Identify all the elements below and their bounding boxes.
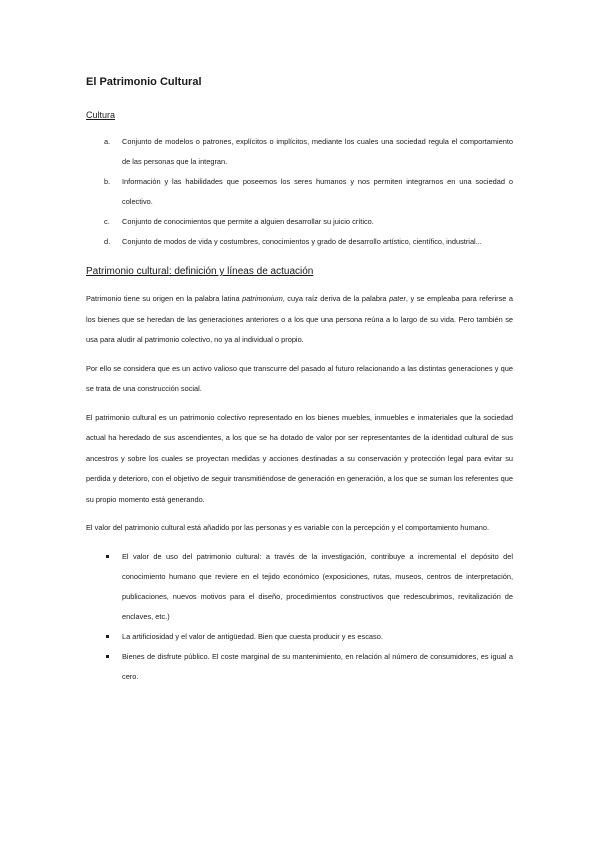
document-title: El Patrimonio Cultural xyxy=(86,76,202,88)
list-marker: a. xyxy=(104,137,111,146)
list-item xyxy=(86,132,513,172)
list-item-text: Conjunto de modos de vida y costumbres, conocimientos y grado de desarrollo artístico, científico, industrial... xyxy=(122,237,482,246)
bullet-text: El valor de uso del patrimonio cultural: a través de la investigación, contribuye a incremental el depósito del conocimiento humano que reviere en el tejido económico (exposiciones, rutas, museos, centros de interpretación, publicaciones, nuevos motivos para el diseño, procedimientos constructivos que redescubrimos, revitalización de enclaves, etc.) xyxy=(122,551,513,621)
latin-word: pater xyxy=(389,294,406,303)
list-marker: b. xyxy=(104,177,111,186)
paragraph-text: , cuya raíz deriva de la palabra xyxy=(282,294,390,303)
list-item-text: Información y las habilidades que poseemos los seres humanos y nos permiten integrarnos en una sociedad o colectivo. xyxy=(122,177,513,206)
paragraph: Por ello se considera que es un activo valioso que transcurre del pasado al futuro relacionando a las distintas generaciones y que se trata de una construcción social. xyxy=(86,363,513,393)
bullet-icon xyxy=(106,555,109,558)
list-item xyxy=(86,232,513,252)
list-item xyxy=(86,212,513,232)
list-marker: c. xyxy=(104,217,110,226)
bullet-icon xyxy=(106,655,109,658)
paragraph-text: Patrimonio tiene su origen en la palabra latina xyxy=(86,294,243,303)
latin-word: patrimonium xyxy=(242,294,283,303)
paragraph: El patrimonio cultural es un patrimonio colectivo representado en los bienes muebles, inmuebles e inmateriales que la sociedad actual ha heredado de sus ascendientes, a los que se ha dotado de valor por ser representantes de la identidad cultural de sus ancestros y sobre los cuales se proyectan medidas y acciones destinadas a su conservación y protección legal para evitar su perdida y deterioro, con el objetivo de seguir transmitiéndose de generación en generación, a los que se suman los referentes que su propio momento está generando. xyxy=(86,412,513,504)
list-marker: d. xyxy=(104,237,111,246)
list-item-text: Conjunto de modelos o patrones, explícitos o implícitos, mediante los cuales una sociedad regula el comportamiento de las personas que la integran. xyxy=(122,137,513,166)
section-heading-patrimonio: Patrimonio cultural: definición y líneas de actuación xyxy=(86,266,314,277)
bullet-list xyxy=(86,547,513,687)
paragraph-text: , y se empleaba para referirse a los bienes que se heredan de las generaciones anteriores o a los que una persona reúna a lo largo de su vida. Pero también se usa para aludir al patrimonio colectivo, no ya al individual o propio. xyxy=(86,294,513,344)
bullet-icon xyxy=(106,635,109,638)
paragraph: El valor del patrimonio cultural está añadido por las personas y es variable con la percepción y el comportamiento humano. xyxy=(86,523,490,532)
section-heading-cultura: Cultura xyxy=(86,110,116,120)
bullet-item xyxy=(86,547,513,627)
list-item-text: Conjunto de conocimientos que permite a alguien desarrollar su juicio crítico. xyxy=(122,217,374,226)
bullet-text: La artificiosidad y el valor de antigüedad. Bien que cuesta producir y es escaso. xyxy=(122,631,383,641)
definition-list xyxy=(86,132,513,252)
paragraph xyxy=(86,289,513,351)
bullet-item xyxy=(86,647,513,687)
bullet-text: Bienes de disfrute público. El coste marginal de su mantenimiento, en relación al número de consumidores, es igual a cero. xyxy=(122,651,513,681)
list-item xyxy=(86,172,513,212)
bullet-item xyxy=(86,627,513,647)
